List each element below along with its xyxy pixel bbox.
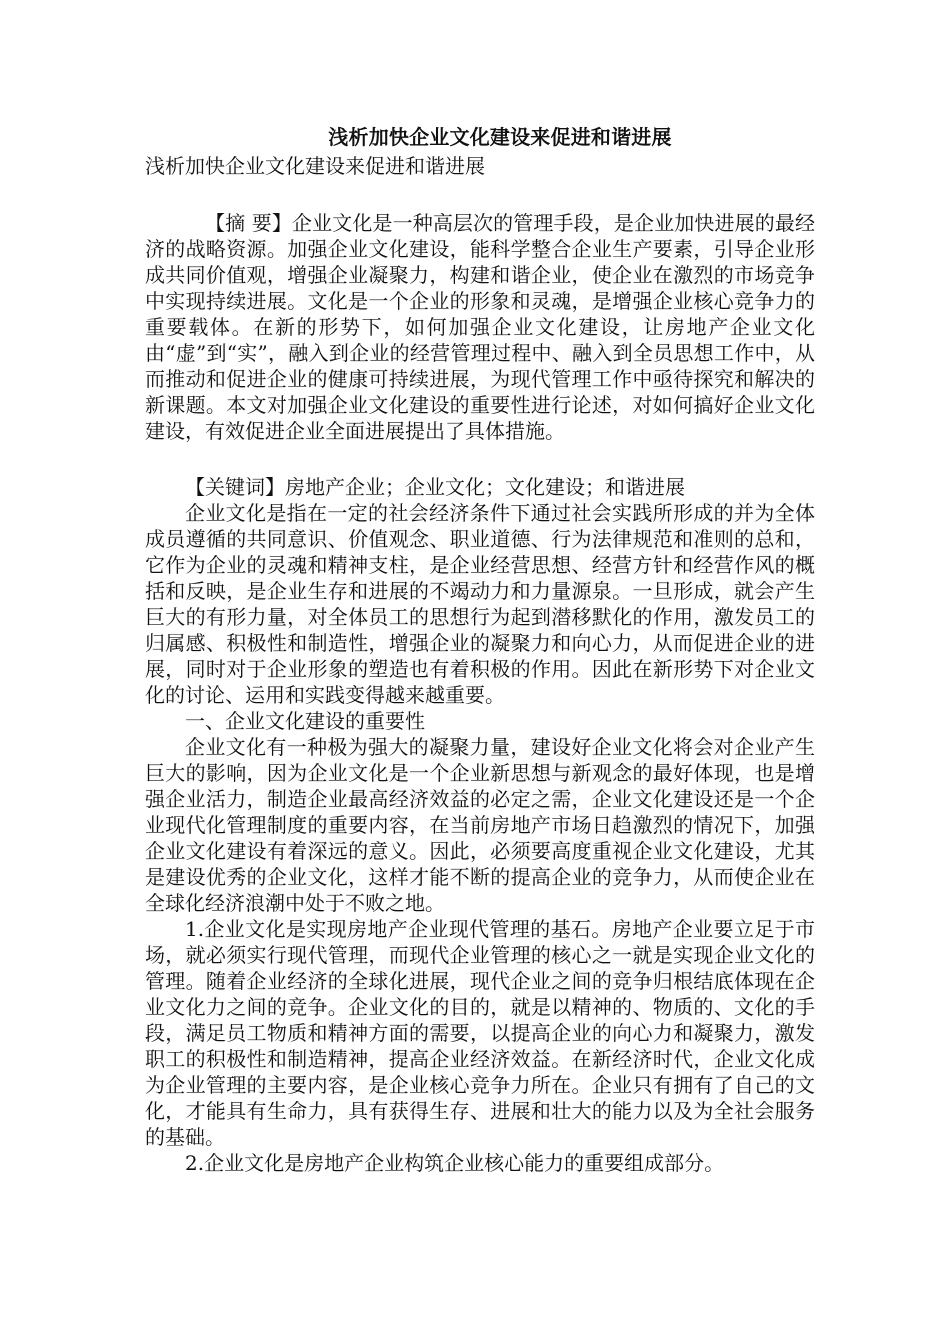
abstract-paragraph: 【摘 要】企业文化是一种高层次的管理手段，是企业加快进展的最经济的战略资源。加强企业文化建设，能科学整合企业生产要素，引导企业形成共同价值观，增强企业凝聚力，构建和谐企业，使企业在激烈的市场竞争中实现持续进展。文化是一个企业的形象和灵魂，是增强企业核心竞争力的重要载体。在新的形势下，如何加强企业文化建设，让房地产企业文化由“虚”到“实”，融入到企业的经营管理过程中、融入到全员思想工作中，从而推动和促进企业的健康可持续进展，为现代管理工作中亟待探究和解决的新课题。本文对加强企业文化建设的重要性进行论述，对如何搞好企业文化建设，有效促进企业全面进展提出了具体措施。: [145, 211, 815, 443]
body-paragraph-importance: 企业文化有一种极为强大的凝聚力量，建设好企业文化将会对企业产生巨大的影响，因为企业文化是一个企业新思想与新观念的最好体现，也是增强企业活力，制造企业最高经济效益的必定之需，企业文化建设还是一个企业现代化管理制度的重要内容，在当前房地产市场日趋激烈的情况下，加强企业文化建设有着深远的意义。因此，必须要高度重视企业文化建设，尤其是建设优秀的企业文化，这样才能不断的提高企业的竞争力，从而使企业在全球化经济浪潮中处于不败之地。: [145, 735, 815, 915]
body-paragraph-intro: 企业文化是指在一定的社会经济条件下通过社会实践所形成的并为全体成员遵循的共同意识、价值观念、职业道德、行为法律规范和准则的总和，它作为企业的灵魂和精神支柱，是企业经营思想、经营方针和经营作风的概括和反映，是企业生存和进展的不竭动力和力量源泉。一旦形成，就会产生巨大的有形力量，对全体员工的思想行为起到潜移默化的作用，激发员工的归属感、积极性和制造性，增强企业的凝聚力和向心力，从而促进企业的进展，同时对于企业形象的塑造也有着积极的作用。因此在新形势下对企业文化的讨论、运用和实践变得越来越重要。: [145, 501, 815, 707]
body-paragraph-point-1: 1.企业文化是实现房地产企业现代管理的基石。房地产企业要立足于市场，就必须实行现代管理，而现代企业管理的核心之一就是实现企业文化的管理。随着企业经济的全球化进展，现代企业之间的竞争归根结底体现在企业文化力之间的竞争。企业文化的目的，就是以精神的、物质的、文化的手段，满足员工物质和精神方面的需要，以提高企业的向心力和凝聚力，激发职工的积极性和制造精神，提高企业经济效益。在新经济时代，企业文化成为企业管理的主要内容，是企业核心竞争力所在。企业只有拥有了自己的文化，才能具有生命力，具有获得生存、进展和壮大的能力以及为全社会服务的基础。: [145, 917, 815, 1149]
document-title: 浅析加快企业文化建设来促进和谐进展: [328, 125, 672, 149]
document-subtitle: 浅析加快企业文化建设来促进和谐进展: [145, 154, 485, 178]
section-heading-1: 一、企业文化建设的重要性: [185, 709, 425, 733]
document-body: [145, 122, 815, 1176]
keywords-line: 【关键词】房地产企业；企业文化；文化建设；和谐进展: [185, 475, 685, 499]
body-paragraph-point-2: 2.企业文化是房地产企业构筑企业核心能力的重要组成部分。: [185, 1151, 725, 1175]
